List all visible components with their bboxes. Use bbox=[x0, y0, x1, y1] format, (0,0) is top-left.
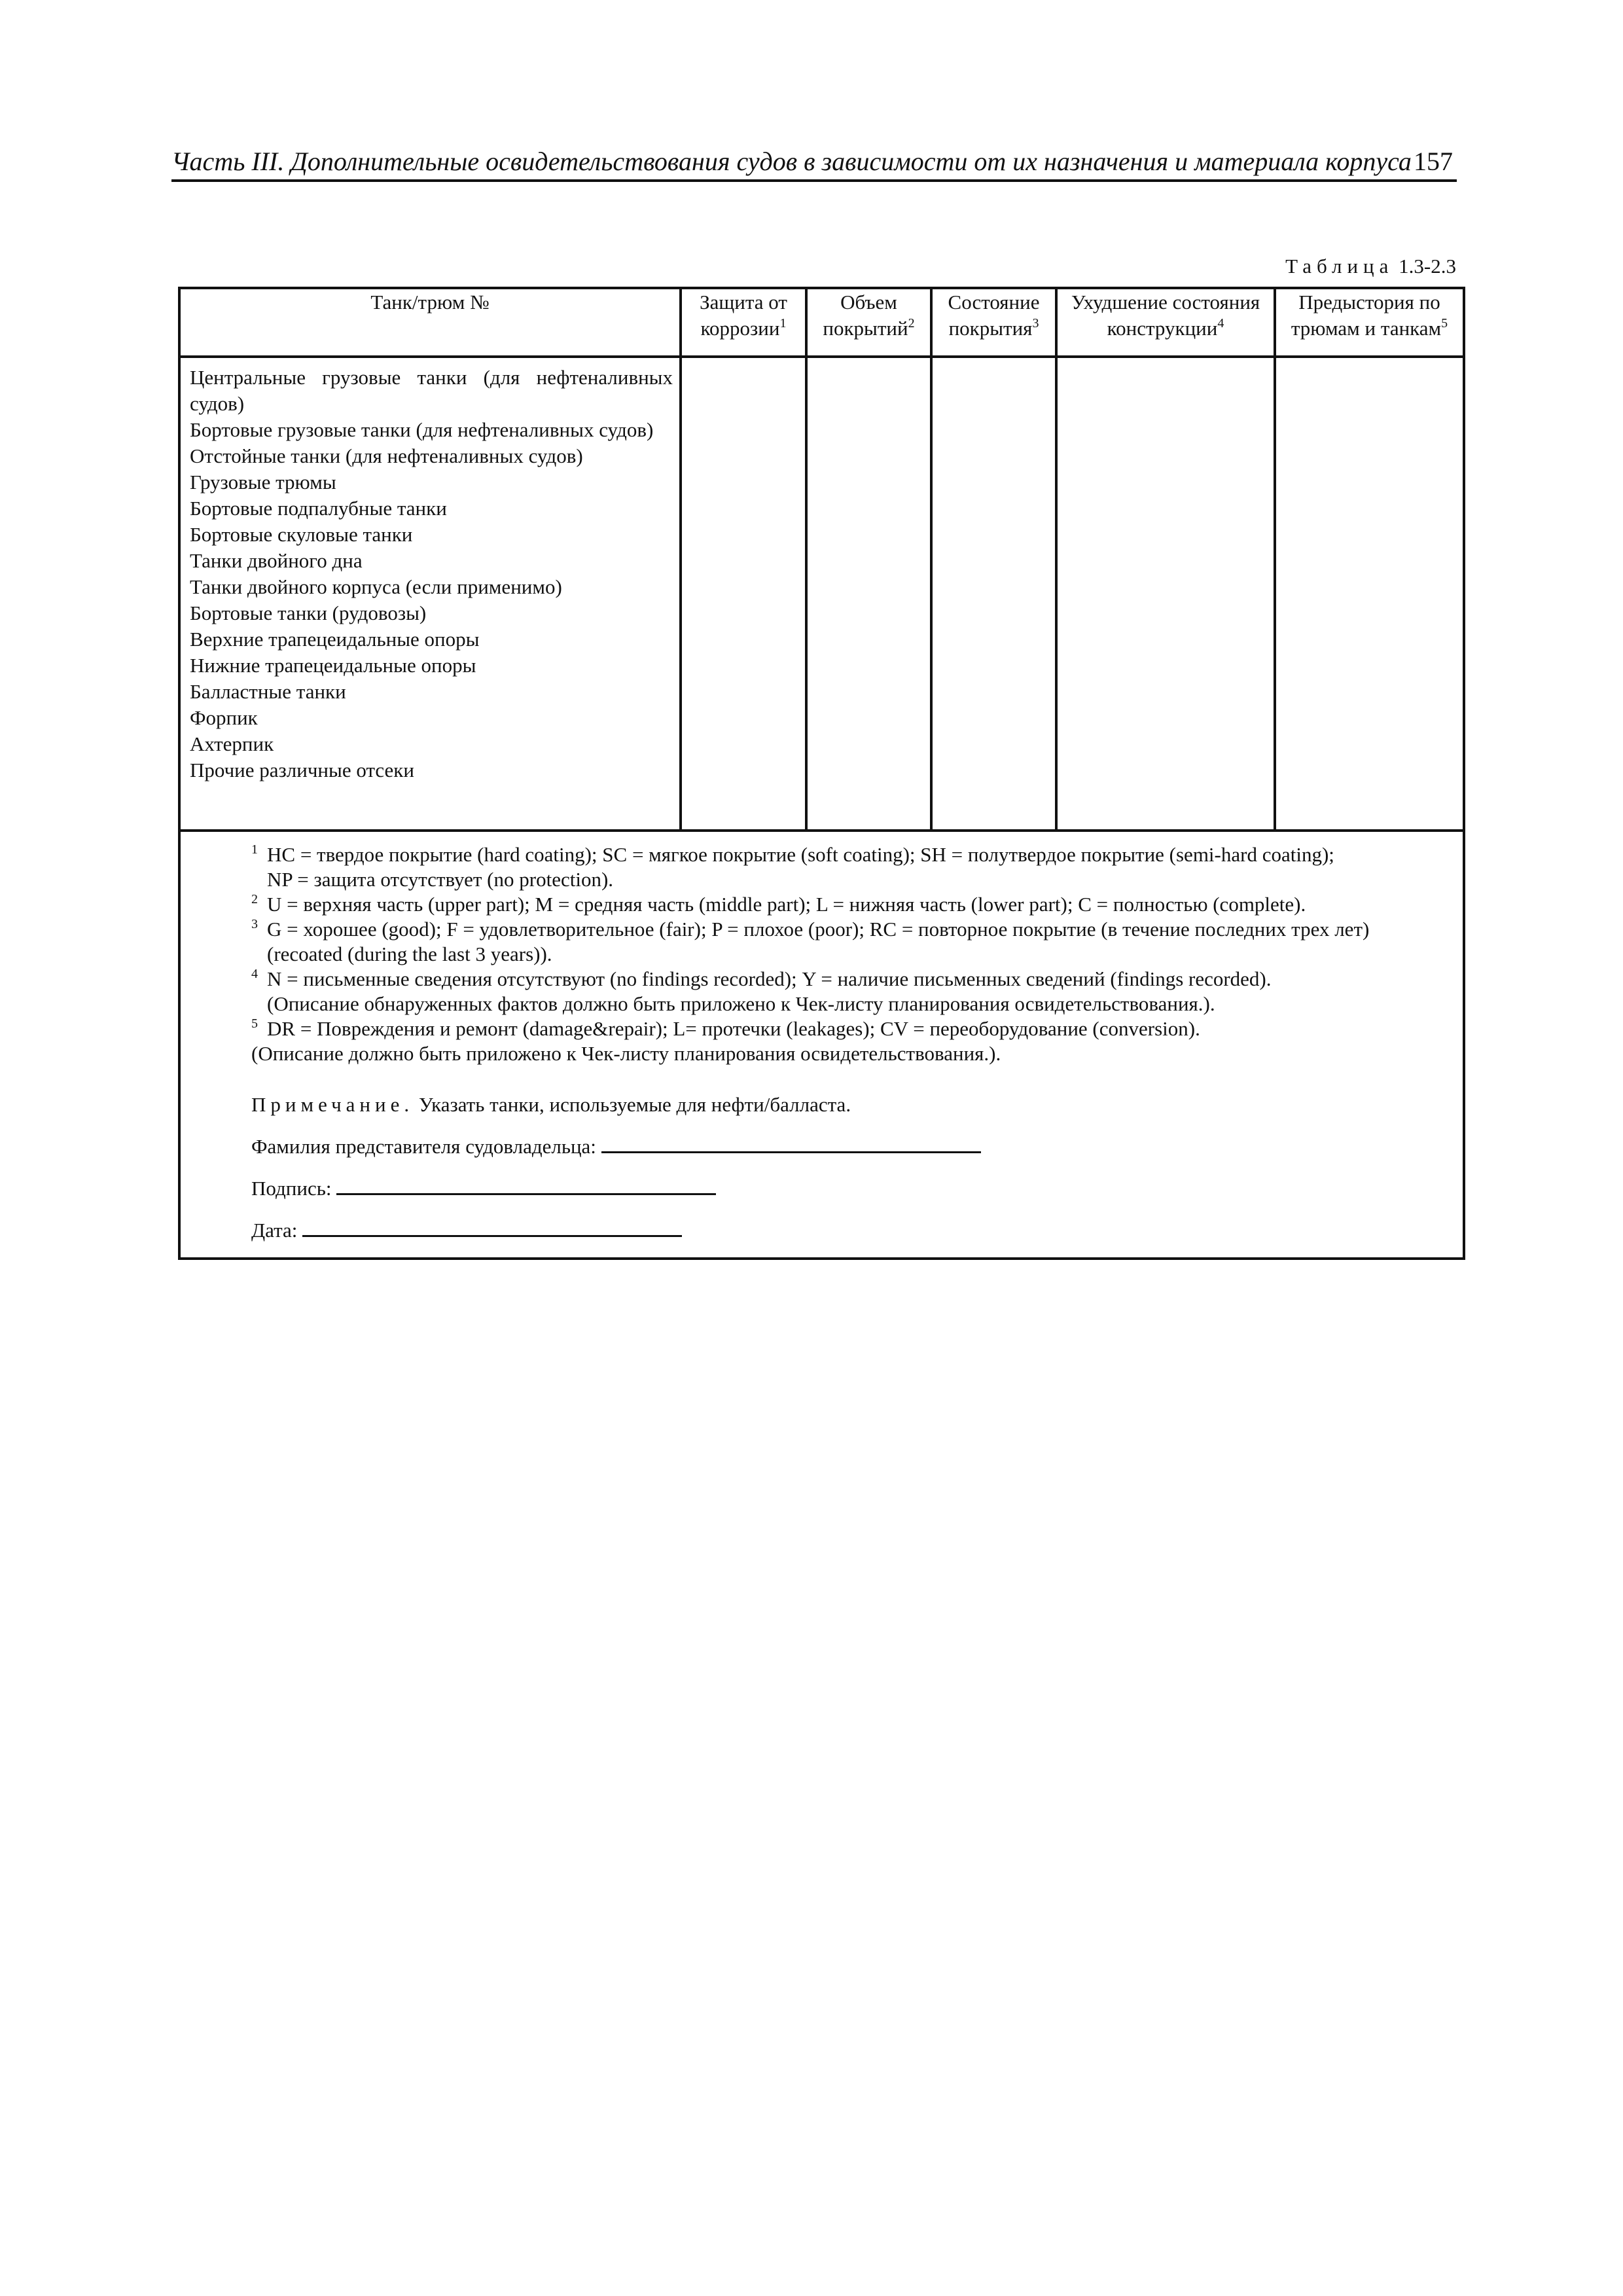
owner-name-line bbox=[199, 1132, 1455, 1159]
footnote-1: 1 HC = твердое покрытие (hard coating); SC = мягкое покрытие (soft coating); SH = полутвердое покрытие (semi-hard coating); NP = защита отсутствует (no protection). bbox=[251, 842, 1334, 891]
page-number: 157 bbox=[1414, 147, 1453, 176]
tank-row: Бортовые танки (рудовозы) bbox=[190, 601, 427, 624]
structural-deterioration-cell[interactable] bbox=[1056, 357, 1275, 831]
table-caption bbox=[1285, 255, 1456, 278]
coating-condition-cell[interactable] bbox=[931, 357, 1056, 831]
tank-row: Грузовые трюмы bbox=[190, 471, 336, 493]
owner-name-label: Фамилия представителя судовладельца: bbox=[251, 1135, 596, 1158]
date-field[interactable] bbox=[302, 1215, 682, 1237]
tank-list-cell bbox=[179, 357, 681, 831]
tank-row: Бортовые подпалубные танки bbox=[190, 497, 447, 520]
footnote-5: 5 DR = Повреждения и ремонт (damage&repair); L= протечки (leakages); CV = переоборудование (conversion). (Описание должно быть приложено к Чек-листу планирования освидетельствования.). bbox=[251, 1016, 1200, 1065]
column-header-tank: Танк/трюм № bbox=[179, 288, 681, 357]
table-caption-word: Таблица bbox=[1285, 255, 1394, 278]
column-header-coating-extent: Объем покрытий$^2$ bbox=[806, 288, 931, 357]
tank-row: Балластные танки bbox=[190, 680, 346, 703]
date-label: Дата: bbox=[251, 1219, 298, 1242]
signature-line bbox=[199, 1174, 1455, 1201]
header-title: Часть III. Дополнительные освидетельствования судов в зависимости от их назначения и материала корпуса bbox=[171, 147, 1412, 176]
column-header-structural-deterioration: Ухудшение состояния конструкции$^4$ bbox=[1056, 288, 1275, 357]
history-cell[interactable] bbox=[1275, 357, 1464, 831]
tank-row: Центральные грузовые танки (для нефтеналивных судов) bbox=[190, 366, 673, 415]
tank-row: Прочие различные отсеки bbox=[190, 759, 414, 781]
tank-row: Танки двойного дна bbox=[190, 549, 363, 572]
tank-row: Верхние трапецеидальные опоры bbox=[190, 628, 480, 651]
date-line bbox=[199, 1215, 1455, 1243]
tank-row: Танки двойного корпуса (если применимо) bbox=[190, 575, 562, 598]
footnote-2: 2 U = верхняя часть (upper part); M = средняя часть (middle part); L = нижняя часть (lower part); C = полностью (complete). bbox=[251, 892, 1306, 916]
page-header bbox=[171, 145, 1457, 182]
signature-field[interactable] bbox=[336, 1174, 716, 1195]
table-caption-number: 1.3-2.3 bbox=[1399, 255, 1456, 278]
signature-label: Подпись: bbox=[251, 1177, 332, 1200]
column-header-corrosion-protection: Защита от коррозии$^1$ bbox=[681, 288, 806, 357]
remark-text: Указать танки, используемые для нефти/балласта. bbox=[418, 1093, 851, 1116]
survey-table bbox=[178, 287, 1465, 1260]
column-header-coating-condition: Состояние покрытия$^3$ bbox=[931, 288, 1056, 357]
tank-row: Бортовые скуловые танки bbox=[190, 523, 413, 546]
footnote-3: 3 G = хорошее (good); F = удовлетворительное (fair); P = плохое (poor); RC = повторное покрытие (в течение последних трех лет) (recoated (during the last 3 years)). bbox=[251, 917, 1370, 965]
tank-row: Нижние трапецеидальные опоры bbox=[190, 654, 476, 677]
owner-name-field[interactable] bbox=[601, 1132, 981, 1153]
table-header-row bbox=[179, 288, 1464, 357]
remark-label: Примечание. bbox=[251, 1093, 414, 1116]
column-header-history: Предыстория по трюмам и танкам$^5$ bbox=[1275, 288, 1464, 357]
tank-row: Ахтерпик bbox=[190, 732, 274, 755]
footnote-4: 4 N = письменные сведения отсутствуют (no findings recorded); Y = наличие письменных сведений (findings recorded). (Описание обнаруженных фактов должно быть приложено к Чек-листу планирования освидетельствования.). bbox=[251, 967, 1272, 1015]
tank-row: Форпик bbox=[190, 706, 258, 729]
coating-extent-cell[interactable] bbox=[806, 357, 931, 831]
notes-cell bbox=[179, 831, 1464, 1259]
tank-row: Отстойные танки (для нефтеналивных судов) bbox=[190, 444, 583, 467]
remark bbox=[199, 1092, 1455, 1117]
table-notes-row bbox=[179, 831, 1464, 1259]
corrosion-protection-cell[interactable] bbox=[681, 357, 806, 831]
tank-row: Бортовые грузовые танки (для нефтеналивных судов) bbox=[190, 418, 654, 441]
table-body-row bbox=[179, 357, 1464, 831]
